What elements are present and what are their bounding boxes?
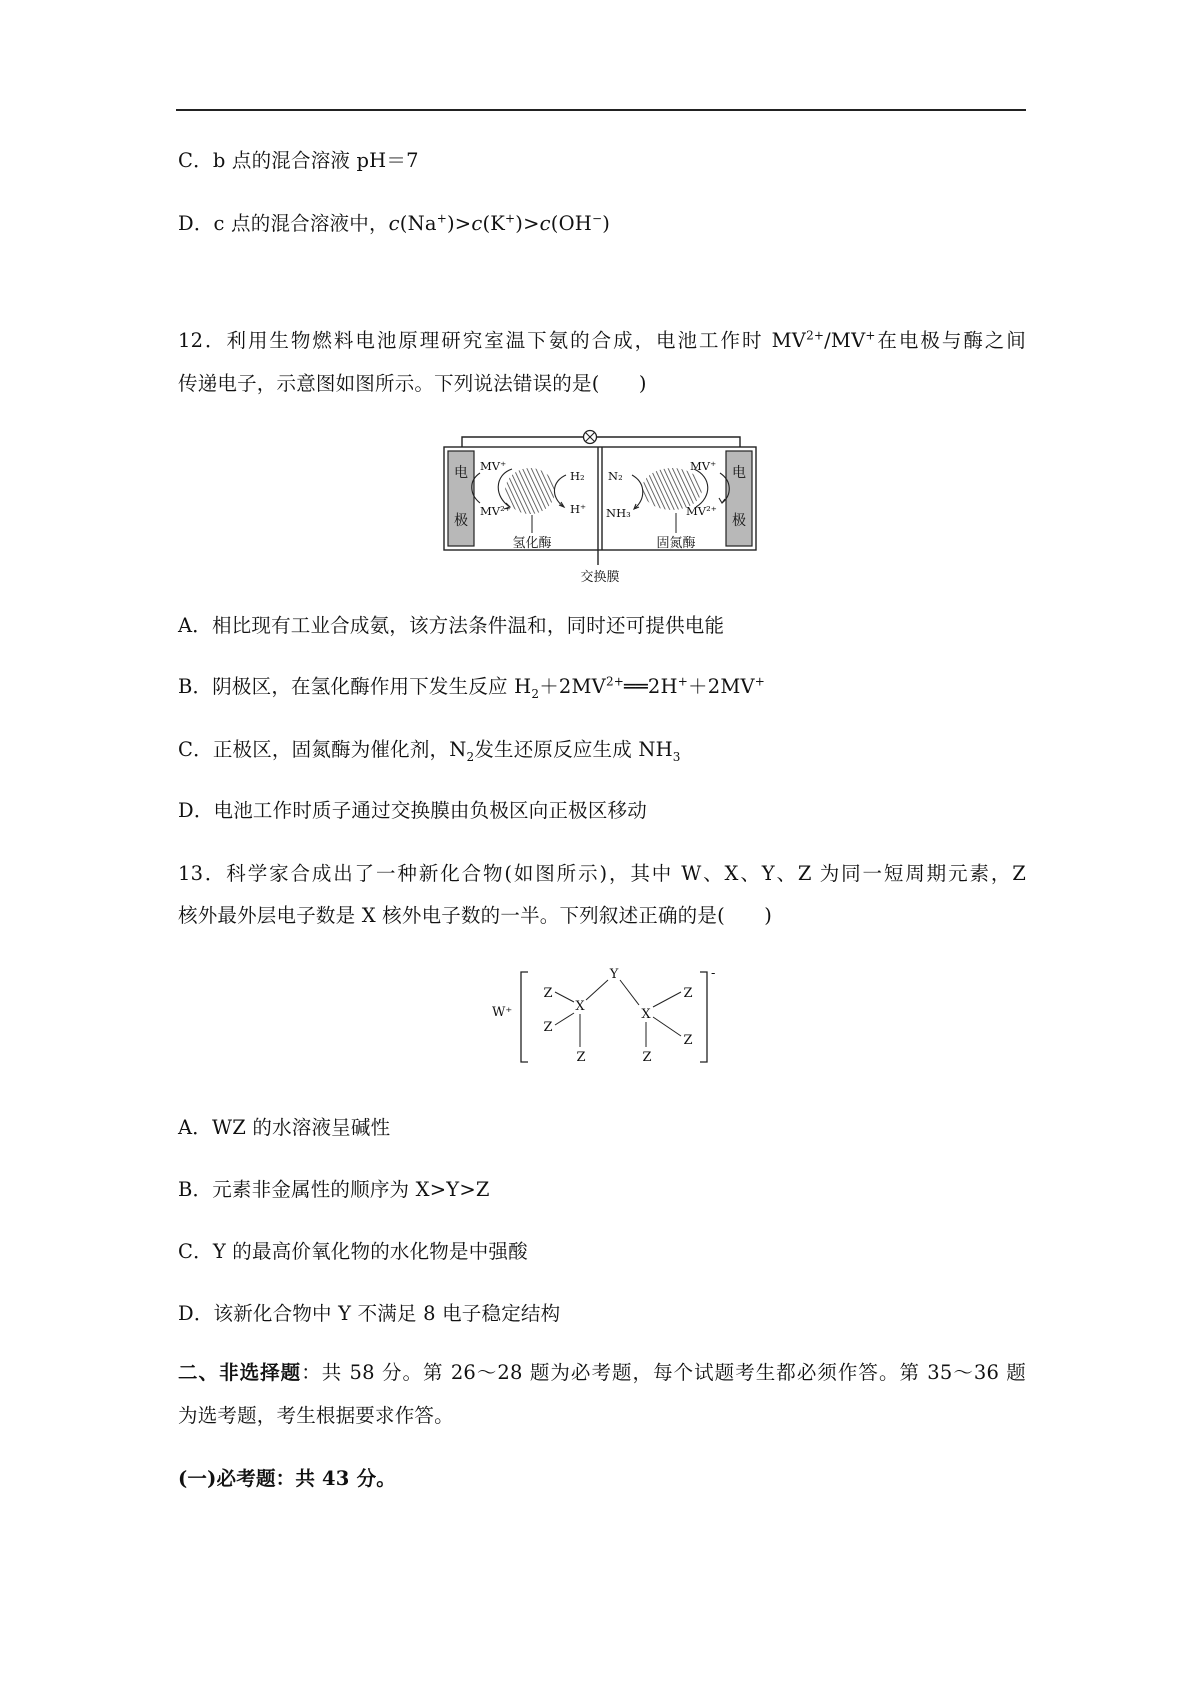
q13-option-c: C．Y 的最高价氧化物的水化物是中强酸 [178, 1240, 528, 1263]
n2-label: N₂ [608, 469, 623, 483]
left-bracket [521, 972, 528, 1062]
mv-2plus-right: MV²⁺ [686, 504, 717, 518]
nh3-label: NH₃ [606, 506, 631, 520]
mv-plus-right: MV⁺ [690, 459, 717, 473]
x-atom-right: X [641, 1007, 651, 1022]
section2-line2: 为选考题，考生根据要求作答。 [178, 1404, 454, 1427]
h2-label: H₂ [570, 469, 585, 483]
w-plus-label: W⁺ [492, 1005, 513, 1020]
q12-option-d: D．电池工作时质子通过交换膜由负极区向正极区移动 [178, 799, 647, 822]
q11-option-c: C．b 点的混合溶液 pH＝7 [178, 149, 419, 172]
bond-x-z4 [653, 992, 681, 1007]
y-atom: Y [609, 967, 619, 982]
q13-stem-line1: 13．科学家合成出了一种新化合物(如图所示)，其中 W、X、Y、Z 为同一短周期元素，Z [178, 862, 1026, 885]
membrane-label: 交换膜 [580, 570, 620, 583]
q13-stem-line2: 核外最外层电子数是 X 核外电子数的一半。下列叙述正确的是( ) [178, 904, 773, 927]
mv-plus-left: MV⁺ [480, 459, 507, 473]
section2-subheading: (一)必考题：共 43 分。 [178, 1467, 396, 1490]
q13-option-b: B．元素非金属性的顺序为 X>Y>Z [178, 1178, 490, 1201]
bond-z1-x [555, 992, 574, 1002]
section2-title: 二、非选择题 [178, 1361, 302, 1384]
q13-option-a: A．WZ 的水溶液呈碱性 [178, 1116, 391, 1139]
bond-x-y [586, 980, 608, 1000]
bond-y-x [620, 980, 639, 1005]
mv-2plus-left: MV²⁺ [480, 504, 511, 518]
right-electrode-label-2: 极 [732, 513, 746, 529]
q12-option-b: B．阴极区，在氢化酶作用下发生反应 $H_2+2MV^{2+}══2H^++2MV^+$ [178, 674, 766, 701]
q13-option-d: D．该新化合物中 Y 不满足 8 电子稳定结构 [178, 1302, 561, 1325]
h-plus-label: H⁺ [570, 502, 587, 516]
q12-stem-line1: 12．利用生物燃料电池原理研究室温下氨的合成，电池工作时 $MV^{2+}/MV^+$在电极与酶之间 [178, 328, 1026, 352]
section2-line1: 二、非选择题：共 58 分。第 26～28 题为必考题，每个试题考生都必须作答。第 35～36 题 [178, 1361, 1026, 1384]
right-bracket [700, 972, 707, 1062]
z-atom-4: Z [683, 986, 693, 1001]
hydrogenase-label: 氢化酶 [512, 536, 552, 551]
q12-option-c: C．正极区，固氮酶为催化剂，$N_2$发生还原反应生成 $NH_3$ [178, 738, 681, 764]
right-electrode-label-1: 电 [732, 465, 746, 481]
top-rule [176, 109, 1026, 111]
left-electrode-label-2: 极 [454, 513, 468, 529]
compound-structure-diagram [488, 962, 720, 1072]
nitrogenase-label: 固氮酶 [656, 536, 696, 551]
bond-x-z5 [653, 1017, 681, 1036]
bond-z2-x [555, 1013, 574, 1025]
z-atom-2: Z [543, 1020, 553, 1035]
z-atom-5: Z [683, 1033, 693, 1048]
left-electrode-label-1: 电 [454, 465, 468, 481]
fuel-cell-diagram [440, 425, 770, 583]
hydrogenase-blob [505, 468, 555, 514]
z-atom-1: Z [543, 986, 553, 1001]
bulb-icon [584, 431, 597, 444]
q11-option-d: D．c 点的混合溶液中，c(Na+)>c(K+)>c(OH−) [178, 211, 611, 235]
q12-stem-line2: 传递电子，示意图如图所示。下列说法错误的是( ) [178, 372, 647, 395]
z-atom-6: Z [642, 1050, 652, 1065]
external-wire [462, 437, 740, 447]
q12-option-a: A．相比现有工业合成氨，该方法条件温和，同时还可提供电能 [178, 614, 725, 637]
x-atom-left: X [575, 999, 585, 1014]
charge-label: - [711, 966, 716, 981]
z-atom-3: Z [576, 1050, 586, 1065]
